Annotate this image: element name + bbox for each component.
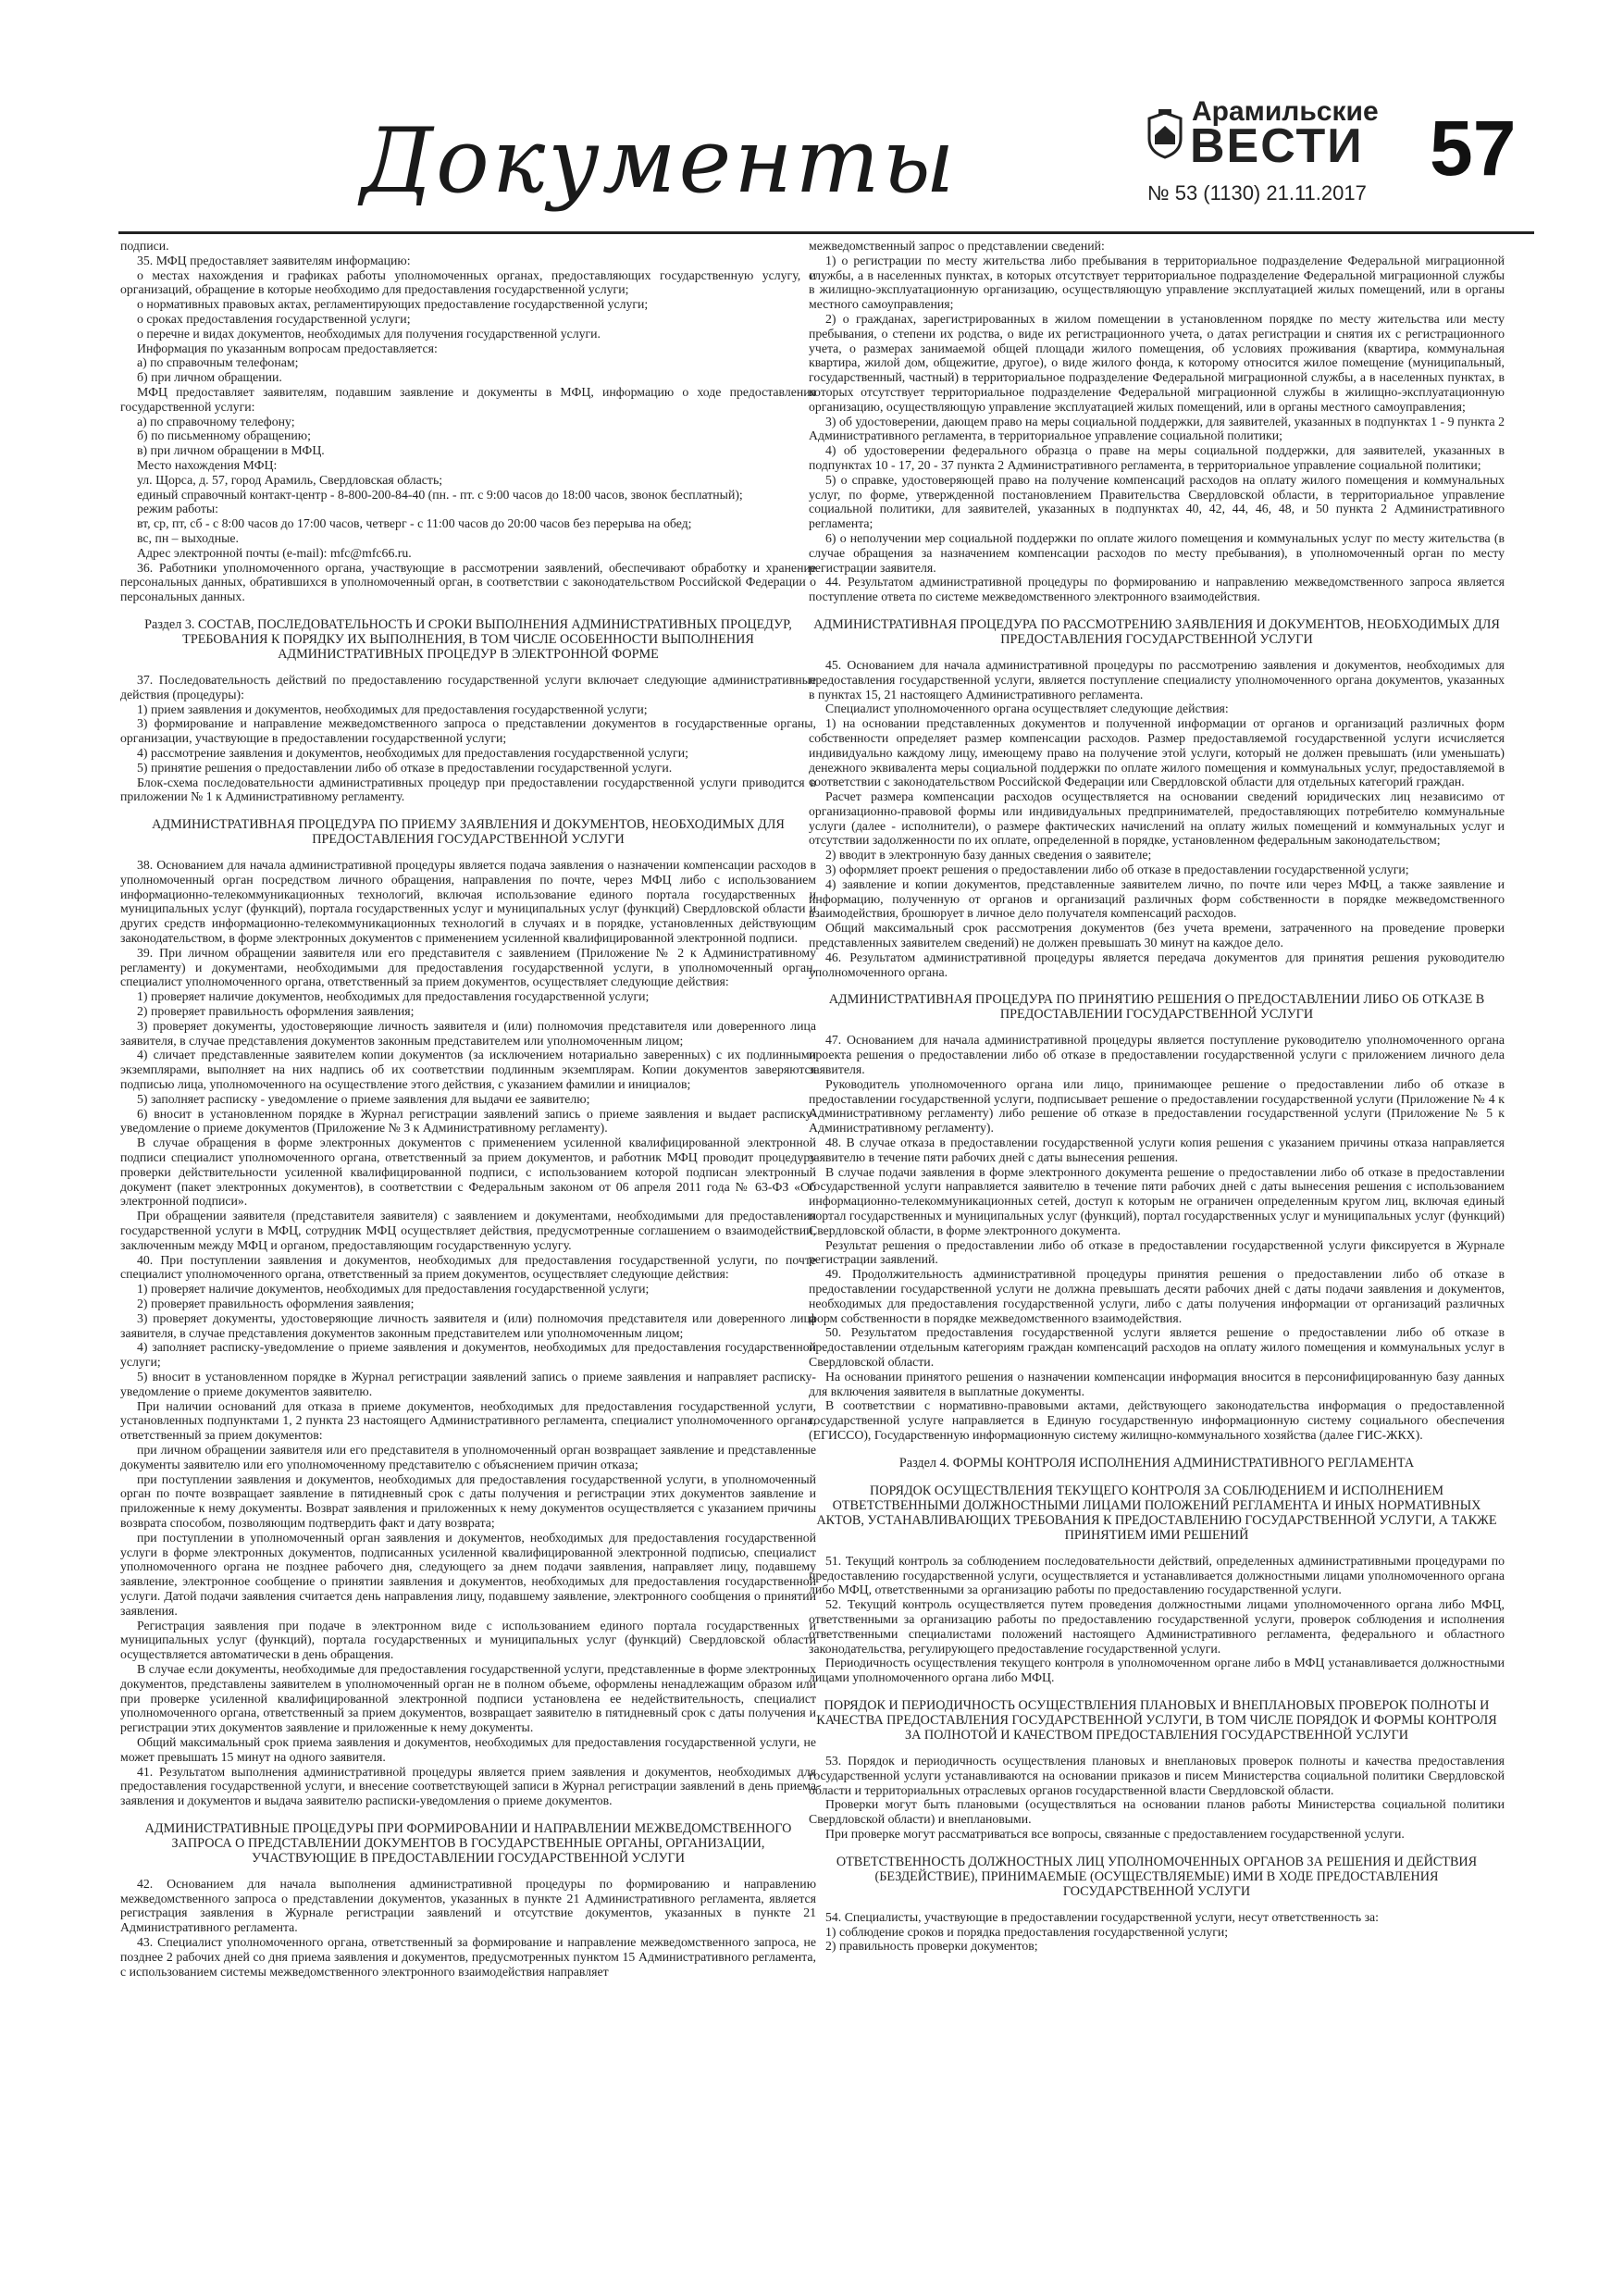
- left-column: [120, 239, 816, 1979]
- paragraph: 50. Результатом предоставления государственной услуги является решение о предоставлении либо об отказе в предоставлении отдельным категориям граждан компенсаций расходов на оплату жилого помещения и коммунальных услуг в Свердловской области.: [809, 1325, 1505, 1369]
- paragraph: 52. Текущий контроль осуществляется путем проведения должностными лицами уполномоченного органа либо МФЦ, ответственными за организацию работы по предоставлению государственной услуги, проверок соблюдения и исполнения ответственными специалистами положений настоящего Административного регламента, федерального и областного законодательства, регулирующего предоставление государственной услуги.: [809, 1597, 1505, 1656]
- paragraph: 3) об удостоверении, дающем право на меры социальной поддержки, для заявителей, указанных в подпунктах 1 - 9 пункта 2 Административного регламента, в территориальное управление социальной политики;: [809, 414, 1505, 443]
- paragraph: На основании принятого решения о назначении компенсации информация вносится в персонифицированную базу данных для включения заявителя в выплатные документы.: [809, 1369, 1505, 1398]
- paragraph: 39. При личном обращении заявителя или его представителя с заявлением (Приложение № 2 к Административному регламенту) и документами, необходимыми для предоставления государственной услуги, в уполномоченный орган, специалист уполномоченного органа, ответственный за прием документов, осуществляет следующие действия:: [120, 945, 816, 989]
- paragraph: 2) вводит в электронную базу данных сведения о заявителе;: [825, 848, 1152, 863]
- paragraph: 6) о неполучении мер социальной поддержки по оплате жилого помещения и коммунальных услуг по месту жительства (в случае обращения за назначением компенсации расходов по месту пребывания), в уполномоченный орган по месту регистрации заявителя.: [809, 530, 1505, 575]
- paragraph: Периодичность осуществления текущего контроля в уполномоченном органе либо в МФЦ устанавливается должностными лицами уполномоченного органа либо МФЦ.: [809, 1656, 1505, 1685]
- paragraph: 40. При поступлении заявления и документов, необходимых для предоставления государственной услуги, по почте специалист уполномоченного органа, ответственный за прием документов, осуществляет следующие действия:: [120, 1252, 816, 1282]
- coat-of-arms-icon: [1146, 107, 1184, 159]
- paragraph: 36. Работники уполномоченного органа, участвующие в рассмотрении заявлений, обеспечивают обработку и хранение персональных данных, обратившихся в уполномоченный орган, в соответствии с законодательством Российской Федерации о персональных данных.: [120, 560, 816, 604]
- paragraph: 3) проверяет документы, удостоверяющие личность заявителя и (или) полномочия представителя или доверенного лица заявителя, в случае представления документов законным представителем или уполномоченным лицом;: [120, 1018, 816, 1048]
- paragraph: а) по справочным телефонам;: [137, 355, 299, 370]
- section-heading: АДМИНИСТРАТИВНЫЕ ПРОЦЕДУРЫ ПРИ ФОРМИРОВАНИИ И НАПРАВЛЕНИИ МЕЖВЕДОМСТВЕННОГО ЗАПРОСА О ПРЕДСТАВЛЕНИИ ДОКУМЕНТОВ В ГОСУДАРСТВЕННЫЕ ОРГАНЫ, ОРГАНИЗАЦИИ, УЧАСТВУЮЩИЕ В ПРЕДОСТАВЛЕНИИ ГОСУДАРСТВЕННОЙ УСЛУГИ: [144, 1820, 792, 1866]
- paragraph: 44. Результатом административной процедуры по формированию и направлению межведомственного запроса является поступление ответа по системе межведомственного электронного взаимодействия.: [809, 575, 1505, 604]
- paragraph: При наличии оснований для отказа в приеме документов, необходимых для предоставления государственной услуги, установленных подпунктами 1, 2 пункта 23 настоящего Административного регламента, специалист уполномоченного органа, ответственный за прием документов:: [120, 1398, 816, 1443]
- section-heading: АДМИНИСТРАТИВНАЯ ПРОЦЕДУРА ПО ПРИНЯТИЮ РЕШЕНИЯ О ПРЕДОСТАВЛЕНИИ ЛИБО ОБ ОТКАЗЕ В ПРЕДОСТАВЛЕНИИ ГОСУДАРСТВЕННОЙ УСЛУГИ: [828, 992, 1485, 1023]
- paragraph: Проверки могут быть плановыми (осуществляться на основании планов работы Министерства социальной политики Свердловской области) и внеплановыми.: [809, 1797, 1505, 1827]
- section-heading: ПОРЯДОК И ПЕРИОДИЧНОСТЬ ОСУЩЕСТВЛЕНИЯ ПЛАНОВЫХ И ВНЕПЛАНОВЫХ ПРОВЕРОК ПОЛНОТЫ И КАЧЕСТВА ПРЕДОСТАВЛЕНИЯ ГОСУДАРСТВЕННОЙ УСЛУГИ, В ТОМ ЧИСЛЕ ПОРЯДОК И ФОРМЫ КОНТРОЛЯ ЗА ПОЛНОТОЙ И КАЧЕСТВОМ ПРЕДОСТАВЛЕНИЯ ГОСУДАРСТВЕННОЙ УСЛУГИ: [816, 1697, 1497, 1743]
- paragraph: 5) принятие решения о предоставлении либо об отказе в предоставлении государственной услуги.: [137, 760, 673, 775]
- paragraph: В случае если документы, необходимые для предоставления государственной услуги, представленные в форме электронных документов, представлены заявителем в уполномоченный орган не в полном объеме, оформлены ненадлежащим образом или при проверке усиленной квалифицированной электронной подписи установлена ее недействительность, специалист уполномоченного органа, ответственный за прием документов, возвращает заявителю в пятидневный срок с даты получения и регистрации этих документов заявление и приложенные к нему документы.: [120, 1661, 816, 1735]
- paragraph: 37. Последовательность действий по предоставлению государственной услуги включает следующие административные действия (процедуры):: [120, 672, 816, 701]
- paragraph: 53. Порядок и периодичность осуществления плановых и внеплановых проверок полноты и качества предоставления государственной услуги устанавливаются на основании приказов и писем Министерства социальной политики Свердловской области и территориальных отраслевых органов государственной власти Свердловской области.: [809, 1753, 1505, 1797]
- paragraph: вс, пн – выходные.: [137, 530, 239, 545]
- paragraph: Общий максимальный срок приема заявления и документов, необходимых для предоставления государственной услуги, не может превышать 15 минут на одного заявителя.: [120, 1734, 816, 1764]
- paragraph: Расчет размера компенсации расходов осуществляется на основании сведений юридических лиц независимо от организационно-правовой формы или индивидуальных предпринимателей, предоставляющих потребителю коммунальные услуги (далее - исполнители), о размере фактических начислений на оплату жилых помещений и коммунальных услуг и отсутствии задолженности по их оплате, определенной в порядке, установленном федеральным законодательством;: [809, 789, 1505, 848]
- paragraph: 2) проверяет правильность оформления заявления;: [137, 1004, 415, 1019]
- section-heading: Раздел 3. СОСТАВ, ПОСЛЕДОВАТЕЛЬНОСТЬ И СРОКИ ВЫПОЛНЕНИЯ АДМИНИСТРАТИВНЫХ ПРОЦЕДУР, ТРЕБОВАНИЯ К ПОРЯДКУ ИХ ВЫПОЛНЕНИЯ, В ТОМ ЧИСЛЕ ОСОБЕННОСТИ ВЫПОЛНЕНИЯ АДМИНИСТРАТИВНЫХ ПРОЦЕДУР В ЭЛЕКТРОННОЙ ФОРМЕ: [144, 616, 792, 662]
- section-title: Документы: [361, 109, 958, 213]
- paragraph: 2) проверяет правильность оформления заявления;: [137, 1297, 415, 1310]
- paragraph: о перечне и видах документов, необходимых для получения государственной услуги.: [137, 326, 601, 341]
- section-heading: АДМИНИСТРАТИВНАЯ ПРОЦЕДУРА ПО ПРИЕМУ ЗАЯВЛЕНИЯ И ДОКУМЕНТОВ, НЕОБХОДИМЫХ ДЛЯ ПРЕДОСТАВЛЕНИЯ ГОСУДАРСТВЕННОЙ УСЛУГИ: [152, 817, 785, 848]
- paragraph: о сроках предоставления государственной услуги;: [137, 311, 411, 326]
- paragraph: Регистрация заявления при подаче в электронном виде с использованием единого портала государственных и муниципальных услуг (функций), портала государственных и муниципальных услуг (функций) Свердловской области осуществляется автоматически в день обращения.: [120, 1618, 816, 1662]
- logo-main-word: ВЕСТИ: [1190, 119, 1364, 173]
- paragraph: ул. Щорса, д. 57, город Арамиль, Свердловская область;: [137, 472, 443, 487]
- paragraph: 1) проверяет наличие документов, необходимых для предоставления государственной услуги;: [137, 989, 650, 1004]
- paragraph: 1) соблюдение сроков и порядка предоставления государственной услуги;: [825, 1924, 1229, 1939]
- paragraph: при личном обращении заявителя или его представителя в уполномоченный орган возвращает заявление и представленные документы заявителю или его уполномоченному представителю с объяснением причин отказа;: [120, 1442, 816, 1471]
- paragraph: 48. В случае отказа в предоставлении государственной услуги копия решения с указанием причины отказа направляется заявителю в течение пяти рабочих дней с даты вынесения решения.: [809, 1136, 1505, 1164]
- paragraph: 35. МФЦ предоставляет заявителям информацию:: [137, 253, 411, 267]
- paragraph: 54. Специалисты, участвующие в предоставлении государственной услуги, несут ответственность за:: [825, 1909, 1380, 1924]
- paragraph: 42. Основанием для начала выполнения административной процедуры по формированию и направлению межведомственного запроса о представлении документов, указанных в пункте 21 Административного регламента, является регистрация заявления в Журнале регистрации заявлений и отсутствие документов, указанных в пункте 21 Административного регламента.: [120, 1876, 816, 1935]
- paragraph: 4) заявление и копии документов, представленные заявителем лично, по почте или через МФЦ, а также заявление и информацию, полученную от органов и организаций различных форм собственности в порядке межведомственного взаимодействия, брошюрует в личное дело получателя компенсаций расходов.: [809, 876, 1505, 921]
- paragraph: 47. Основанием для начала административной процедуры является поступление руководителю уполномоченного органа проекта решения о предоставлении либо об отказе в предоставлении государственной услуги с приложением личного дела заявителя.: [809, 1033, 1505, 1077]
- paragraph: режим работы:: [137, 502, 219, 516]
- paragraph: 2) правильность проверки документов;: [825, 1939, 1038, 1954]
- header-divider: [118, 231, 1534, 234]
- right-column: [809, 239, 1505, 1954]
- paragraph: В случае обращения в форме электронных документов с применением усиленной квалифицированной электронной подписи специалист уполномоченного органа, ответственный за прием документов, и работник МФЦ проводит процедуру проверки действительности усиленной квалифицированной подписи, с использованием которой подписан электронный документ (пакет электронных документов), в соответствии с Федеральным законом от 06 апреля 2011 года № 63-ФЗ «Об электронной подписи».: [120, 1136, 816, 1209]
- paragraph: 38. Основанием для начала административной процедуры является подача заявления о назначении компенсации расходов в уполномоченный орган посредством личного обращения, направления по почте, через МФЦ либо с использованием информационно-телекоммуникационных технологий, включая использование единого портала государственных и муниципальных услуг (функций), портала государственных услуг и муниципальных услуг (функций) Свердловской области и других средств информационно-телекоммуникационных технологий в случаях и в порядке, установленных действующим законодательством, в форме электронных документов с применением усиленной квалифицированной электронной подписи.: [120, 858, 816, 946]
- issue-number: № 53 (1130) 21.11.2017: [1147, 181, 1367, 205]
- paragraph: 45. Основанием для начала административной процедуры по рассмотрению заявления и документов, необходимых для предоставления государственной услуги, является поступление специалисту уполномоченного органа документов, указанных в пунктах 15, 21 настоящего Административного регламента.: [809, 657, 1505, 701]
- paragraph: 4) сличает представленные заявителем копии документов (за исключением нотариально заверенных) с их подлинными экземплярами, выполняет на них надпись об их соответствии подлинным экземплярам. Копии документов заверяются подписью лица, уполномоченного на осуществление этого действия, с указанием фамилии и инициалов;: [120, 1048, 816, 1092]
- paragraph: Руководитель уполномоченного органа или лицо, принимающее решение о предоставлении либо об отказе в предоставлении государственной услуги, подписывает решение о предоставлении государственной услуги (Приложение № 4 к Административному регламенту) либо решение об отказе в предоставлении государственной услуги (Приложение № 5 к Административному регламенту).: [809, 1076, 1505, 1136]
- paragraph: Информация по указанным вопросам предоставляется:: [137, 341, 438, 355]
- paragraph: В соответствии с нормативно-правовыми актами, действующего законодательства информация о предоставленной государственной услуге направляется в Единую государственную информационную систему социального обеспечения (ЕГИССО), Государственную информационную систему жилищно-коммунального хозяйства (далее ГИС-ЖКХ).: [809, 1398, 1505, 1442]
- paragraph: Адрес электронной почты (e-mail): mfc@mfc66.ru.: [137, 545, 412, 560]
- paragraph: 5) о справке, удостоверяющей право на получение компенсаций расходов на оплату жилого помещения и коммунальных услуг, по форме, утвержденной постановлением Правительства Свердловской области, в территориальное управление социальной политики, для заявителей, указанных в подпунктах 40, 42, 44, 46, 48, и 50 пункта 2 Административного регламента;: [809, 472, 1505, 531]
- paragraph: межведомственный запрос о представлении сведений:: [809, 239, 1105, 253]
- paragraph: 2) о гражданах, зарегистрированных в жилом помещении в установленном порядке по месту жительства или месту пребывания, о степени их родства, о виде их регистрационного учета, о датах регистрации и снятия их с регистрационного учета, о размерах занимаемой общей площади жилого помещения, об условиях проживания (квартира, коммунальная квартира, жилой дом, общежитие, другое), о виде жилого фонда, к которому относится жилое помещение (муниципальный, государственный, частный) в территориальное подразделение Федеральной миграционной службы, а в населенных пунктах, в которых отсутствует территориальное подразделение Федеральной миграционной службы в жилищно-эксплуатационную организацию, осуществляющую управление эксплуатацией жилых помещений, или в органы местного самоуправления;: [809, 311, 1505, 414]
- paragraph: о нормативных правовых актах, регламентирующих предоставление государственной услуги;: [137, 297, 649, 312]
- paragraph: 51. Текущий контроль за соблюдением последовательности действий, определенных административными процедурами по предоставлению государственной услуги, осуществляется и устанавливается должностными лицами уполномоченного органа либо МФЦ, ответственными за организацию работы по предоставлению государственной услуги.: [809, 1553, 1505, 1597]
- paragraph: Блок-схема последовательности административных процедур при предоставлении государственной услуги приводится в приложении № 1 к Административному регламенту.: [120, 775, 816, 804]
- paragraph: В случае подачи заявления в форме электронного документа решение о предоставлении либо об отказе в предоставлении государственной услуги направляется заявителю в течение пяти рабочих дней с даты вынесения решения с использованием информационно-телекоммуникационных сетей, доступ к которым не ограничен определенным кругом лиц, включая единый портал государственных и муниципальных услуг (функций), портал государственных услуг и муниципальных услуг (функций) Свердловской области, в форме электронного документа.: [809, 1164, 1505, 1237]
- paragraph: подписи.: [120, 239, 169, 253]
- paragraph: 3) оформляет проект решения о предоставлении либо об отказе в предоставлении государственной услуги;: [825, 863, 1409, 877]
- section-heading: ПОРЯДОК ОСУЩЕСТВЛЕНИЯ ТЕКУЩЕГО КОНТРОЛЯ ЗА СОБЛЮДЕНИЕМ И ИСПОЛНЕНИЕМ ОТВЕТСТВЕННЫМИ ДОЛЖНОСТНЫМИ ЛИЦАМИ ПОЛОЖЕНИЙ РЕГЛАМЕНТА И ИНЫХ НОРМАТИВНЫХ АКТОВ, УСТАНАВЛИВАЮЩИХ ТРЕБОВАНИЯ К ПРЕДОСТАВЛЕНИЮ ГОСУДАРСТВЕННОЙ УСЛУГИ, А ТАКЖЕ ПРИНЯТИЕМ ИМИ РЕШЕНИЙ: [816, 1483, 1497, 1543]
- paragraph: 3) проверяет документы, удостоверяющие личность заявителя и (или) полномочия представителя или доверенного лица заявителя, в случае представления документов законным представителем или уполномоченным лицом;: [120, 1310, 816, 1340]
- paragraph: 46. Результатом административной процедуры является передача документов для принятия решения руководителю уполномоченного органа.: [809, 949, 1505, 979]
- page-number: 57: [1430, 105, 1517, 192]
- newspaper-logo: [1146, 91, 1379, 192]
- paragraph: 43. Специалист уполномоченного органа, ответственный за формирование и направление межведомственного запроса, не позднее 2 рабочих дней со дня приема заявления и документов, предусмотренных пунктом 15 Административного регламента, с использованием системы межведомственного электронного взаимодействия направляет: [120, 1935, 816, 1979]
- paragraph: 5) заполняет расписку - уведомление о приеме заявления для выдачи ее заявителю;: [137, 1091, 590, 1106]
- paragraph: 1) прием заявления и документов, необходимых для предоставления государственной услуги;: [137, 701, 648, 716]
- paragraph: 4) заполняет расписку-уведомление о приеме заявления и документов, необходимых для предоставления государственной услуги;: [120, 1340, 816, 1370]
- paragraph: 1) на основании представленных документов и полученной информации от органов и организаций различных форм собственности определяет размер компенсации расходов. Размер предоставляемой государственной услуги исчисляется индивидуально каждому лицу, имеющему право на получение этой услуги, который не должен превышать (или уменьшать) денежного эквивалента меры социальной поддержки по оплате жилого помещения и коммунальных услуг, предоставляемой в соответствии с законодательством Российской Федерации или Свердловской области для отдельных категорий граждан.: [809, 716, 1505, 789]
- paragraph: при поступлении в уполномоченный орган заявления и документов, необходимых для предоставления государственной услуги в форме электронных документов, подписанных усиленной квалифицированной электронной подписью, специалист уполномоченного органа не позднее рабочего дня, следующего за днем подачи заявления, направляет лицу, подавшему заявление, электронное сообщение о принятии заявления и документов, необходимых для предоставления государственной услуги. Датой подачи заявления считается день направления лицу, подавшему заявление, электронного сообщения о принятии заявления.: [120, 1530, 816, 1618]
- paragraph: 41. Результатом выполнения административной процедуры является прием заявления и документов, необходимых для предоставления государственной услуги, и внесение соответствующей записи в Журнал регистрации заявлений в день приема заявления и документов и выдача заявителю расписки-уведомления о приеме документов.: [120, 1764, 816, 1808]
- paragraph: в) при личном обращении в МФЦ.: [137, 443, 325, 458]
- paragraph: вт, ср, пт, сб - с 8:00 часов до 17:00 часов, четверг - с 11:00 часов до 20:00 часов без перерыва на обед;: [137, 516, 692, 531]
- paragraph: 4) рассмотрение заявления и документов, необходимых для предоставления государственной услуги;: [137, 745, 688, 760]
- paragraph: б) по письменному обращению;: [137, 428, 311, 443]
- paragraph: 49. Продолжительность административной процедуры принятия решения о предоставлении либо об отказе в предоставлении государственной услуги не должна превышать десяти рабочих дней с даты подачи заявления и документов, необходимых для предоставления государственной услуги, либо с даты получения информации от организаций различных форм собственности в порядке межведомственного взаимодействия.: [809, 1267, 1505, 1325]
- paragraph: При проверке могут рассматриваться все вопросы, связанные с предоставлением государственной услуги.: [825, 1826, 1405, 1841]
- section-heading: АДМИНИСТРАТИВНАЯ ПРОЦЕДУРА ПО РАССМОТРЕНИЮ ЗАЯВЛЕНИЯ И ДОКУМЕНТОВ, НЕОБХОДИМЫХ ДЛЯ ПРЕДОСТАВЛЕНИЯ ГОСУДАРСТВЕННОЙ УСЛУГИ: [813, 616, 1500, 647]
- paragraph: Результат решения о предоставлении либо об отказе в предоставлении государственной услуги фиксируется в Журнале регистрации заявлений.: [809, 1237, 1505, 1267]
- paragraph: 1) проверяет наличие документов, необходимых для предоставления государственной услуги;: [137, 1282, 650, 1297]
- paragraph: о местах нахождения и графиках работы уполномоченных органах, предоставляющих государственную услугу, и организаций, обращение в которые необходимо для предоставления государственной услуги;: [120, 267, 816, 297]
- paragraph: Место нахождения МФЦ:: [137, 457, 278, 472]
- logo-top-word: Арамильские: [1192, 96, 1379, 127]
- paragraph: 5) вносит в установленном порядке в Журнал регистрации заявлений запись о приеме заявления и направляет расписку-уведомление о приеме документов заявителю.: [120, 1369, 816, 1398]
- section-heading: ОТВЕТСТВЕННОСТЬ ДОЛЖНОСТНЫХ ЛИЦ УПОЛНОМОЧЕННЫХ ОРГАНОВ ЗА РЕШЕНИЯ И ДЕЙСТВИЯ (БЕЗДЕЙСТВИЕ), ПРИНИМАЕМЫЕ (ОСУЩЕСТВЛЯЕМЫЕ) ИМИ В ХОДЕ ПРЕДОСТАВЛЕНИЯ ГОСУДАРСТВЕННОЙ УСЛУГИ: [836, 1854, 1478, 1899]
- paragraph: а) по справочному телефону;: [137, 414, 295, 428]
- paragraph: 4) об удостоверении федерального образца о праве на меры социальной поддержки, для заявителей, указанных в подпунктах 10 - 17, 20 - 37 пункта 2 Административного регламента, в территориальное управление социальной политики;: [809, 443, 1505, 472]
- paragraph: МФЦ предоставляет заявителям, подавшим заявление и документы в МФЦ, информацию о ходе предоставления государственной услуги:: [120, 384, 816, 414]
- paragraph: единый справочный контакт-центр - 8-800-200-84-40 (пн. - пт. с 9:00 часов до 18:00 часов, звонок бесплатный);: [137, 487, 743, 502]
- paragraph: При обращении заявителя (представителя заявителя) с заявлением и документами, необходимыми для предоставления государственной услуги в МФЦ, сотрудник МФЦ осуществляет действия, предусмотренные соглашением о взаимодействии, заключенным между МФЦ и органом, предоставляющим государственную услугу.: [120, 1209, 816, 1252]
- paragraph: 6) вносит в установленном порядке в Журнал регистрации заявлений запись о приеме заявления и выдает расписку-уведомление о приеме документов (Приложение № 3 к Административному регламенту).: [120, 1106, 816, 1136]
- paragraph: при поступлении заявления и документов, необходимых для предоставления государственной услуги, в уполномоченный орган по почте возвращает заявление в пятидневный срок с даты получения и регистрации этих документов заявление и приложенные к нему документы. Возврат заявления и приложенных к нему документов осуществляется с указанием причины возврата способом, позволяющим подтвердить факт и дату возврата;: [120, 1471, 816, 1530]
- paragraph: Специалист уполномоченного органа осуществляет следующие действия:: [825, 701, 1229, 716]
- paragraph: Общий максимальный срок рассмотрения документов (без учета времени, затраченного на проведение проверки представленных заявителем сведений) не должен превышать 30 минут на каждое дело.: [809, 921, 1505, 950]
- paragraph: 3) формирование и направление межведомственного запроса о представлении документов в государственные органы, организации, участвующие в предоставлении государственной услуги;: [120, 716, 816, 746]
- paragraph: б) при личном обращении.: [137, 370, 282, 385]
- section-heading: Раздел 4. ФОРМЫ КОНТРОЛЯ ИСПОЛНЕНИЯ АДМИНИСТРАТИВНОГО РЕГЛАМЕНТА: [898, 1455, 1415, 1471]
- paragraph: 1) о регистрации по месту жительства либо пребывания в территориальное подразделение Федеральной миграционной службы, а в населенных пунктах, в которых отсутствует территориальное подразделение Федеральной миграционной службы в жилищно-эксплуатационную организацию, осуществляющую управление эксплуатацией жилых помещений, или в органы местного самоуправления;: [809, 253, 1505, 312]
